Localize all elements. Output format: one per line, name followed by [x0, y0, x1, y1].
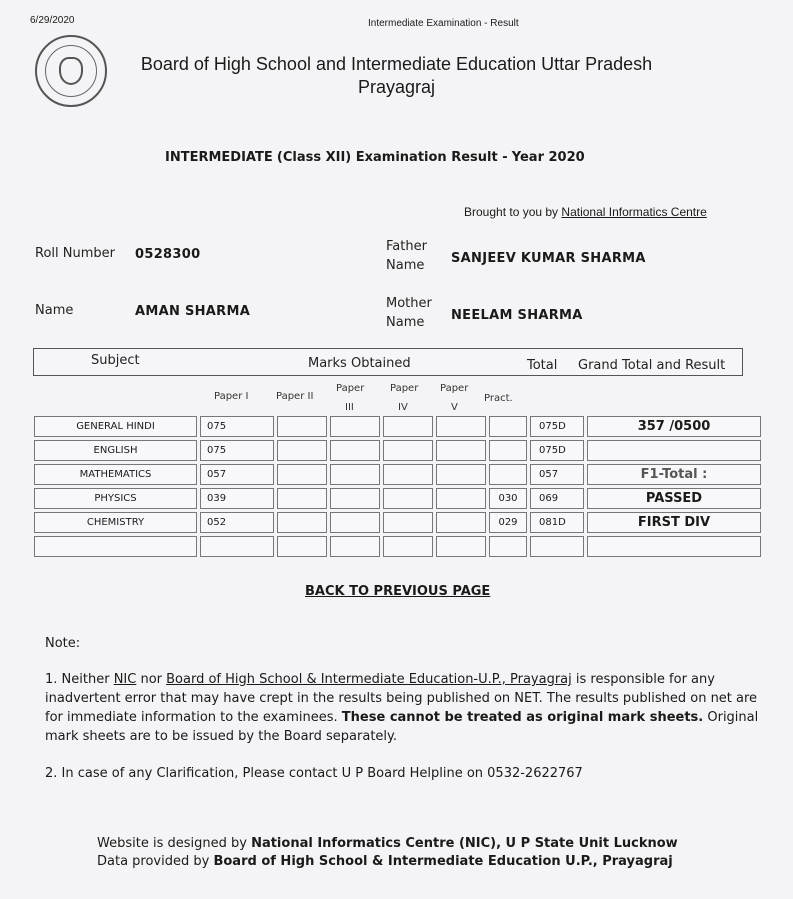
header-total: Total [527, 358, 558, 373]
father-label-2: Name [386, 258, 425, 273]
exam-title-class: (Class XII) Examination Result - [276, 150, 508, 165]
subject-cell: CHEMISTRY [34, 512, 197, 533]
mother-label-1: Mother [386, 296, 432, 311]
total-cell: 069 [530, 488, 584, 509]
col-paper-4a: Paper [390, 383, 419, 394]
note-1 [45, 670, 760, 746]
grand-total-cell [587, 536, 761, 557]
footer-data-provided [97, 854, 673, 869]
footer-designed-org: National Informatics Centre (NIC), U P State Unit Lucknow [251, 836, 678, 851]
practical-cell [489, 416, 527, 437]
col-paper-5a: Paper [440, 383, 469, 394]
grand-total-cell: PASSED [587, 488, 761, 509]
father-label-1: Father [386, 239, 427, 254]
roll-label: Roll Number [35, 246, 115, 261]
name-value: AMAN SHARMA [135, 304, 251, 319]
col-paper-3b: III [345, 402, 354, 413]
grand-total-cell: FIRST DIV [587, 512, 761, 533]
grand-total-cell: 357 /0500 [587, 416, 761, 437]
table-row [34, 464, 761, 485]
note-1-nor: nor [136, 672, 167, 687]
note-2: 2. In case of any Clarification, Please contact U P Board Helpline on 0532-2622767 [45, 766, 583, 781]
total-cell [530, 536, 584, 557]
subject-cell: MATHEMATICS [34, 464, 197, 485]
col-paper-4b: IV [398, 402, 408, 413]
subject-cell: GENERAL HINDI [34, 416, 197, 437]
nic-note-link[interactable]: NIC [113, 672, 137, 687]
exam-title [165, 150, 585, 165]
header-subject: Subject [91, 353, 140, 368]
paper1-cell: 075 [200, 440, 274, 461]
exam-title-year: Year 2020 [511, 150, 585, 165]
note-1-body: is responsible for any inadvertent error that may have crept in the results being published on NET. The results published on net are for immediate information to the examinees. [45, 672, 758, 725]
col-practical: Pract. [484, 393, 513, 404]
mother-label-2: Name [386, 315, 425, 330]
header-marks: Marks Obtained [308, 356, 411, 371]
paper1-cell: 075 [200, 416, 274, 437]
grand-total-cell [587, 440, 761, 461]
nic-link[interactable]: National Informatics Centre [561, 205, 707, 219]
note-1-warning: These cannot be treated as original mark sheets. [341, 710, 704, 725]
paper1-cell: 057 [200, 464, 274, 485]
print-date: 6/29/2020 [30, 15, 75, 26]
credit-prefix: Brought to you by [464, 205, 559, 219]
total-cell: 075D [530, 440, 584, 461]
total-cell: 057 [530, 464, 584, 485]
practical-cell [489, 440, 527, 461]
paper1-cell [200, 536, 274, 557]
note-label: Note: [45, 636, 81, 651]
col-paper-3a: Paper [336, 383, 365, 394]
board-name: Board of High School and Intermediate Education Uttar Pradesh [140, 54, 653, 74]
table-row [34, 440, 761, 461]
col-paper-5b: V [451, 402, 458, 413]
footer-designed-by [97, 836, 678, 851]
board-city: Prayagraj [357, 77, 436, 97]
table-row [34, 512, 761, 533]
print-page-title: Intermediate Examination - Result [368, 18, 519, 29]
footer-data-org: Board of High School & Intermediate Education U.P., Prayagraj [213, 854, 673, 869]
note-1-end: Original mark sheets are to be issued by the Board separately. [45, 710, 759, 744]
header-grand-total: Grand Total and Result [578, 358, 726, 373]
practical-cell: 030 [489, 488, 527, 509]
paper1-cell: 039 [200, 488, 274, 509]
name-label: Name [35, 303, 74, 318]
paper1-cell: 052 [200, 512, 274, 533]
subject-cell: PHYSICS [34, 488, 197, 509]
credit-line [464, 205, 707, 219]
footer-designed-prefix: Website is designed by [97, 836, 252, 851]
roll-value: 0528300 [135, 247, 201, 262]
table-row [34, 416, 761, 437]
practical-cell: 029 [489, 512, 527, 533]
footer-data-prefix: Data provided by [97, 854, 214, 869]
practical-cell [489, 464, 527, 485]
mother-value: NEELAM SHARMA [451, 308, 583, 323]
table-row [34, 488, 761, 509]
practical-cell [489, 536, 527, 557]
marks-table [31, 413, 764, 560]
table-row [34, 536, 761, 557]
back-to-previous-page-link[interactable]: BACK TO PREVIOUS PAGE [305, 584, 491, 599]
col-paper-1: Paper I [214, 391, 249, 402]
exam-title-level: INTERMEDIATE [165, 150, 273, 165]
col-paper-2: Paper II [276, 391, 314, 402]
grand-total-cell: F1-Total : [587, 464, 761, 485]
board-note-link[interactable]: Board of High School & Intermediate Education-U.P., Prayagraj [166, 672, 572, 687]
note-1-start: 1. Neither [45, 672, 114, 687]
subject-cell: ENGLISH [34, 440, 197, 461]
father-value: SANJEEV KUMAR SHARMA [451, 251, 646, 266]
total-cell: 081D [530, 512, 584, 533]
total-cell: 075D [530, 416, 584, 437]
subject-cell [34, 536, 197, 557]
